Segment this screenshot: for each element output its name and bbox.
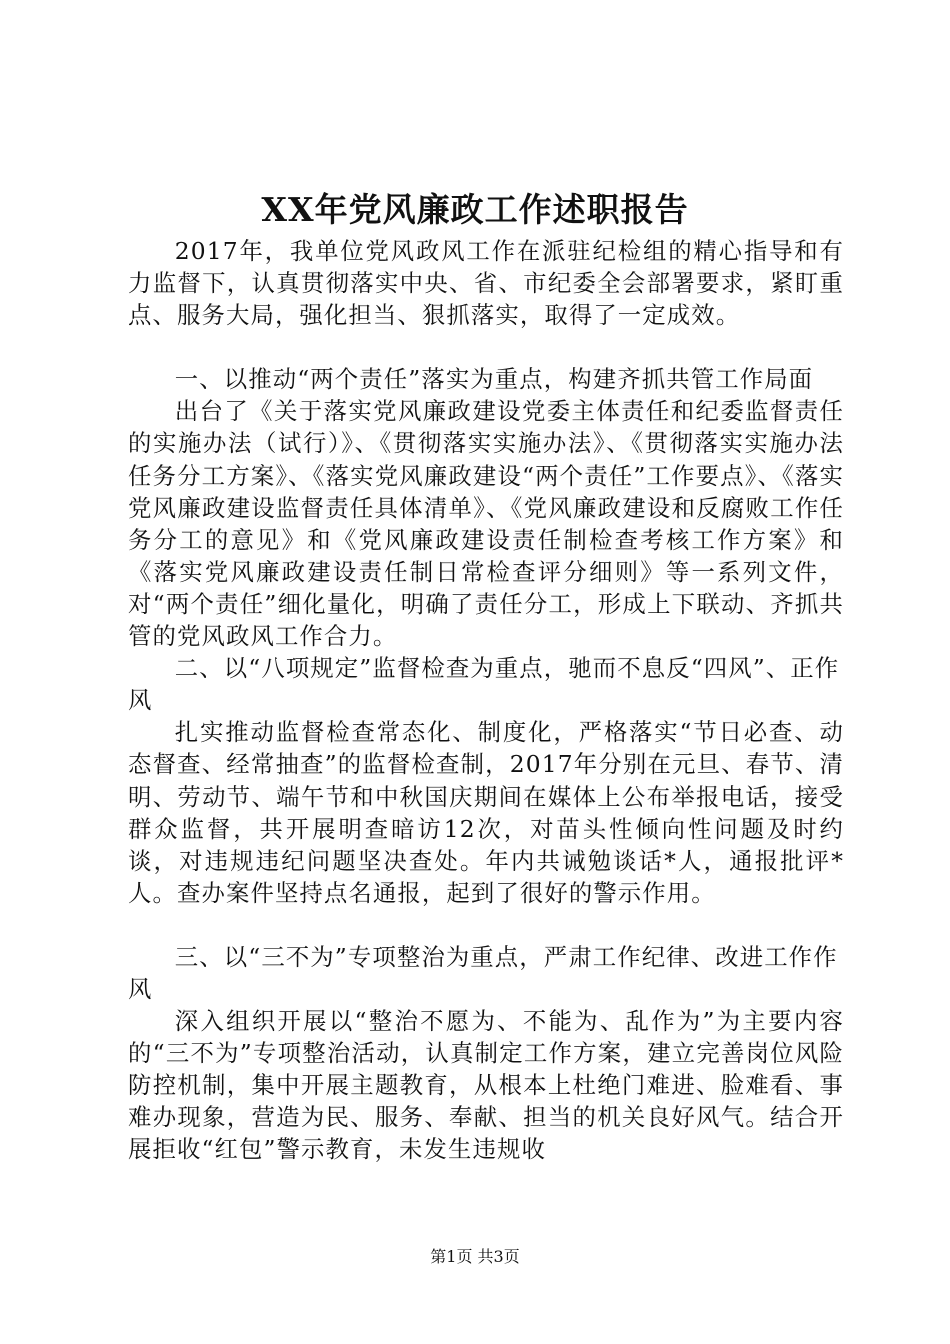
intro-paragraph: 2017年，我单位党风政风工作在派驻纪检组的精心指导和有力监督下，认真贯彻落实中央、省、市纪委全会部署要求，紧盯重点、服务大局，强化担当、狠抓落实，取得了一定成效。 [128, 237, 844, 330]
paragraph-gap [128, 909, 844, 941]
paragraph-gap [128, 331, 844, 363]
section-2-heading: 二、以“八项规定”监督检查为重点，驰而不息反“四风”、正作风 [128, 654, 840, 715]
section-2-body: 扎实推动监督检查常态化、制度化，严格落实“节日必查、动态督查、经常抽查”的监督检查制，2017年分别在元旦、春节、清明、劳动节、端午节和中秋国庆期间在媒体上公布举报电话，接受群众监督，共开展明查暗访12次，对苗头性倾向性问题及时约谈，对违规违纪问题坚决查处。年内共诫勉谈话*人，通报批评*人。查办案件坚持点名通报，起到了很好的警示作用。 [128, 718, 844, 907]
section-1-heading: 一、以推动“两个责任”落实为重点，构建齐抓共管工作局面 [174, 365, 814, 394]
document-body [128, 235, 844, 1166]
section-1-body: 出台了《关于落实党风廉政建设党委主体责任和纪委监督责任的实施办法（试行）》、《贯彻落实实施办法》、《贯彻落实实施办法任务分工方案》、《落实党风廉政建设“两个责任”工作要点》、《落实党风廉政建设监督责任具体清单》、《党风廉政建设和反腐败工作任务分工的意见》和《党风廉政建设责任制检查考核工作方案》和《落实党风廉政建设责任制日常检查评分细则》等一系列文件，对“两个责任”细化量化，明确了责任分工，形成上下联动、齐抓共管的党风政风工作合力。 [128, 397, 844, 651]
section-3-body: 深入组织开展以“整治不愿为、不能为、乱作为”为主要内容的“三不为”专项整治活动，认真制定工作方案，建立完善岗位风险防控机制，集中开展主题教育，从根本上杜绝门难进、脸难看、事难办现象，营造为民、服务、奉献、担当的机关良好风气。结合开展拒收“红包”警示教育，未发生违规收 [128, 1007, 844, 1164]
page-number-footer: 第1页 共3页 [430, 1247, 520, 1266]
document-title: XX年党风廉政工作述职报告 [261, 190, 689, 229]
section-3-heading: 三、以“三不为”专项整治为重点，严肃工作纪律、改进工作作风 [128, 942, 838, 1003]
